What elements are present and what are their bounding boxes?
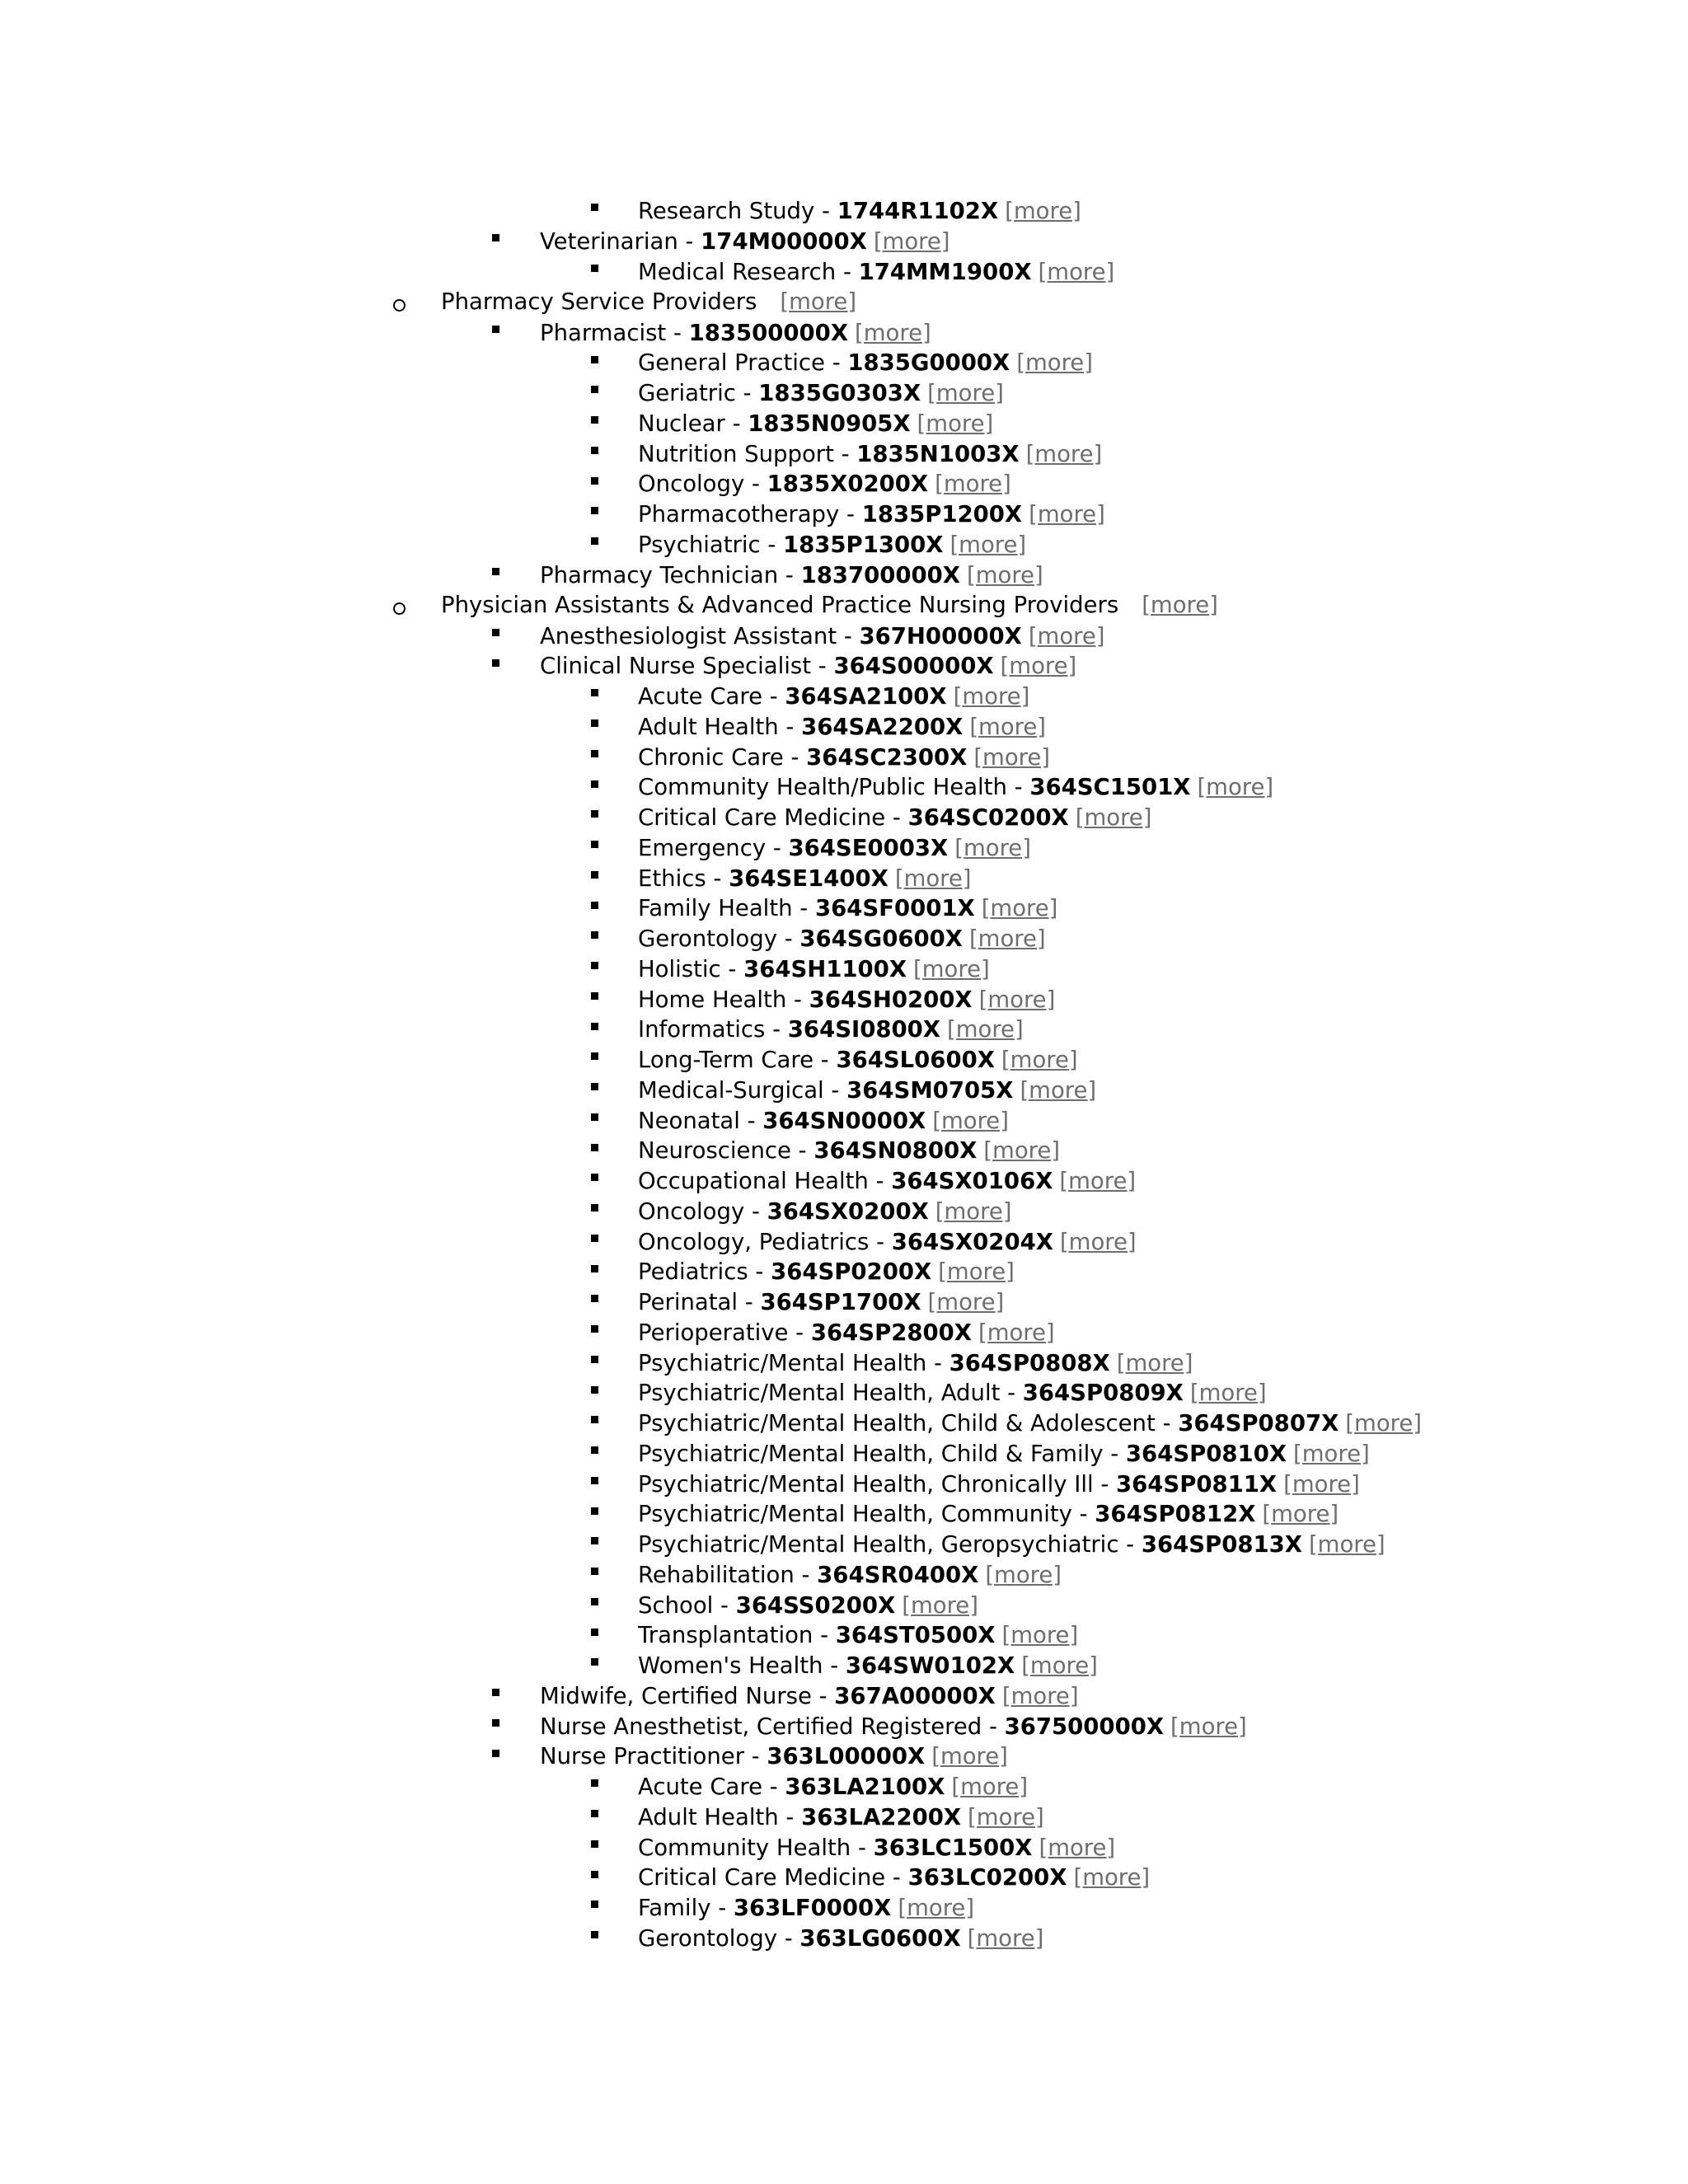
more-link[interactable]: [more] bbox=[1029, 501, 1105, 528]
item-text bbox=[441, 590, 1218, 621]
more-link[interactable]: [more] bbox=[932, 1107, 1009, 1134]
more-link[interactable]: [more] bbox=[1197, 774, 1274, 801]
list-item-level-3 bbox=[0, 1439, 1688, 1469]
item-code: 364SH1100X bbox=[743, 955, 907, 982]
item-name: Adult Health - bbox=[638, 1803, 802, 1830]
item-code: 364SE0003X bbox=[788, 834, 949, 861]
item-text bbox=[638, 1924, 1043, 1954]
item-code: 364SI0800X bbox=[787, 1016, 940, 1043]
item-text bbox=[540, 318, 931, 349]
list-item-level-3 bbox=[0, 1076, 1688, 1106]
item-name: Informatics - bbox=[638, 1016, 788, 1043]
item-name: Critical Care Medicine - bbox=[638, 804, 908, 832]
item-code: 364SP1700X bbox=[760, 1289, 921, 1316]
item-code: 364SP0200X bbox=[771, 1258, 932, 1286]
item-name: Pharmacotherapy - bbox=[638, 501, 862, 528]
item-text bbox=[638, 257, 1114, 288]
list-item-level-3 bbox=[0, 257, 1688, 288]
more-link[interactable]: [more] bbox=[967, 1924, 1044, 1952]
list-item-level-3 bbox=[0, 378, 1688, 409]
list-item-level-2 bbox=[0, 1681, 1688, 1712]
more-link[interactable]: [more] bbox=[969, 713, 1047, 740]
more-link[interactable]: [more] bbox=[946, 1016, 1024, 1043]
item-text bbox=[638, 893, 1057, 924]
item-text bbox=[540, 1681, 1079, 1712]
more-link[interactable]: [more] bbox=[1142, 592, 1218, 619]
item-name: Perioperative - bbox=[638, 1319, 811, 1346]
item-name: Home Health - bbox=[638, 986, 809, 1013]
item-name: Gerontology - bbox=[638, 926, 800, 953]
more-link[interactable]: [more] bbox=[1039, 1834, 1116, 1861]
item-text bbox=[638, 1136, 1060, 1166]
item-code: 364SP0813X bbox=[1141, 1531, 1302, 1558]
list-item-level-3 bbox=[0, 1166, 1688, 1197]
item-text bbox=[638, 1893, 974, 1924]
item-name: Acute Care - bbox=[638, 683, 785, 710]
list-item-level-3 bbox=[0, 924, 1688, 954]
item-text bbox=[638, 1620, 1078, 1651]
item-code: 183700000X bbox=[800, 561, 960, 588]
item-text bbox=[638, 1469, 1360, 1500]
more-link[interactable]: [more] bbox=[927, 380, 1004, 407]
item-code: 364S00000X bbox=[833, 653, 994, 680]
item-code: 364SN0800X bbox=[814, 1137, 978, 1165]
more-link[interactable]: [more] bbox=[1073, 1864, 1151, 1891]
list-item-level-3 bbox=[0, 1924, 1688, 1954]
list-item-level-3 bbox=[0, 712, 1688, 743]
item-name: Community Health/Public Health - bbox=[638, 774, 1030, 801]
item-code: 364SP0810X bbox=[1125, 1440, 1287, 1467]
list-item-level-3 bbox=[0, 1045, 1688, 1076]
item-name: Medical-Surgical - bbox=[638, 1076, 847, 1104]
item-name: Psychiatric/Mental Health, Child & Adolescent - bbox=[638, 1410, 1179, 1437]
item-text bbox=[638, 712, 1046, 743]
item-name: Family - bbox=[638, 1895, 734, 1922]
list-item-level-3 bbox=[0, 499, 1688, 530]
list-item-level-3 bbox=[0, 1530, 1688, 1560]
more-link[interactable]: [more] bbox=[855, 319, 931, 346]
item-text bbox=[540, 621, 1105, 652]
item-name: General Practice - bbox=[638, 349, 848, 377]
item-code: 363LF0000X bbox=[733, 1895, 892, 1922]
item-name: Perinatal - bbox=[638, 1289, 761, 1316]
more-link[interactable]: [more] bbox=[985, 1561, 1062, 1588]
more-link[interactable]: [more] bbox=[978, 1319, 1055, 1346]
item-text bbox=[638, 530, 1026, 560]
item-name: Psychiatric/Mental Health, Chronically Ill - bbox=[638, 1470, 1117, 1497]
item-code: 1835P1300X bbox=[783, 531, 944, 558]
list-item-level-3 bbox=[0, 1227, 1688, 1258]
item-text bbox=[638, 743, 1050, 773]
item-name: Psychiatric - bbox=[638, 531, 783, 558]
list-item-level-3 bbox=[0, 469, 1688, 499]
more-link[interactable]: [more] bbox=[1001, 1682, 1079, 1709]
list-item-level-2 bbox=[0, 560, 1688, 591]
item-text bbox=[638, 378, 1004, 409]
item-text bbox=[638, 1591, 978, 1621]
item-name: Geriatric - bbox=[638, 380, 759, 407]
more-link[interactable]: [more] bbox=[1170, 1713, 1247, 1740]
list-item-level-3 bbox=[0, 1772, 1688, 1802]
list-item-level-3 bbox=[0, 864, 1688, 894]
more-link[interactable]: [more] bbox=[917, 410, 994, 437]
item-text bbox=[638, 954, 990, 985]
item-code: 364SX0204X bbox=[891, 1228, 1053, 1255]
item-code: 1835G0303X bbox=[758, 380, 921, 407]
item-text bbox=[638, 1408, 1422, 1439]
list-item-level-3 bbox=[0, 1257, 1688, 1287]
item-code: 364SC1501X bbox=[1029, 774, 1191, 801]
list-item-level-3 bbox=[0, 1833, 1688, 1863]
more-link[interactable]: [more] bbox=[1345, 1410, 1422, 1437]
item-text bbox=[638, 469, 1011, 499]
item-name: School - bbox=[638, 1591, 736, 1619]
list-item-level-2 bbox=[0, 227, 1688, 257]
item-text bbox=[638, 1287, 1004, 1318]
item-text bbox=[638, 1499, 1339, 1530]
more-link[interactable]: [more] bbox=[981, 895, 1058, 922]
item-code: 174MM1900X bbox=[858, 258, 1032, 285]
more-link[interactable]: [more] bbox=[935, 471, 1011, 498]
more-link[interactable]: [more] bbox=[1075, 804, 1152, 832]
item-name: Chronic Care - bbox=[638, 743, 807, 771]
item-code: 363LG0600X bbox=[799, 1924, 961, 1952]
item-name: Physician Assistants & Advanced Practice Nursing Providers bbox=[441, 592, 1119, 619]
item-text bbox=[638, 1318, 1055, 1348]
list-item-level-3 bbox=[0, 1378, 1688, 1408]
taxonomy-list bbox=[0, 196, 1688, 1954]
more-link[interactable]: [more] bbox=[1020, 1076, 1097, 1104]
more-link[interactable]: [more] bbox=[1001, 1047, 1078, 1074]
more-link[interactable]: [more] bbox=[973, 743, 1051, 771]
item-code: 1835P1200X bbox=[861, 501, 1023, 528]
more-link[interactable]: [more] bbox=[1001, 1622, 1079, 1649]
item-name: Transplantation - bbox=[638, 1622, 836, 1649]
item-name: Midwife, Certified Nurse - bbox=[540, 1682, 835, 1709]
item-text bbox=[638, 1348, 1193, 1379]
list-item-level-3 bbox=[0, 772, 1688, 803]
item-code: 1744R1102X bbox=[837, 198, 999, 224]
item-text bbox=[638, 439, 1102, 470]
item-text bbox=[638, 682, 1029, 712]
item-code: 364SX0106X bbox=[891, 1168, 1053, 1195]
item-name: Occupational Health - bbox=[638, 1168, 892, 1195]
list-item-level-3 bbox=[0, 1469, 1688, 1500]
list-item-level-3 bbox=[0, 530, 1688, 560]
more-link[interactable]: [more] bbox=[1283, 1470, 1360, 1497]
item-name: Medical Research - bbox=[638, 258, 859, 285]
item-code: 364SN0000X bbox=[762, 1107, 926, 1134]
item-text bbox=[638, 1530, 1386, 1560]
item-code: 364SP0808X bbox=[949, 1349, 1110, 1376]
item-text bbox=[638, 1439, 1370, 1469]
item-code: 363LA2100X bbox=[785, 1774, 945, 1801]
item-text bbox=[540, 1741, 1008, 1772]
item-text bbox=[638, 499, 1105, 530]
list-item-level-3 bbox=[0, 1802, 1688, 1833]
item-name: Emergency - bbox=[638, 834, 789, 861]
more-link[interactable]: [more] bbox=[983, 1137, 1060, 1165]
item-name: Community Health - bbox=[638, 1834, 874, 1861]
item-text bbox=[638, 985, 1055, 1015]
list-item-level-3 bbox=[0, 1591, 1688, 1621]
item-name: Oncology - bbox=[638, 1197, 767, 1225]
more-link[interactable]: [more] bbox=[1000, 653, 1077, 680]
item-name: Psychiatric/Mental Health - bbox=[638, 1349, 950, 1376]
list-item-level-3 bbox=[0, 954, 1688, 985]
item-text bbox=[540, 227, 950, 257]
item-text bbox=[638, 864, 972, 894]
item-code: 364SP0807X bbox=[1178, 1410, 1339, 1437]
more-link[interactable]: [more] bbox=[1025, 440, 1103, 467]
item-text bbox=[638, 1863, 1150, 1893]
item-text bbox=[638, 924, 1046, 954]
item-name: Holistic - bbox=[638, 955, 744, 982]
more-link[interactable]: [more] bbox=[951, 1774, 1029, 1801]
item-code: 363LC1500X bbox=[873, 1834, 1033, 1861]
list-item-level-3 bbox=[0, 1348, 1688, 1379]
item-text bbox=[638, 1197, 1011, 1227]
item-name: Pediatrics - bbox=[638, 1258, 771, 1286]
item-code: 364SC0200X bbox=[907, 804, 1069, 832]
list-item-level-3 bbox=[0, 1863, 1688, 1893]
item-code: 1835X0200X bbox=[767, 471, 929, 498]
more-link[interactable]: [more] bbox=[1293, 1440, 1370, 1467]
item-code: 364SA2200X bbox=[801, 713, 964, 740]
item-name: Oncology - bbox=[638, 471, 767, 498]
item-name: Neonatal - bbox=[638, 1107, 763, 1134]
list-item-level-2 bbox=[0, 621, 1688, 652]
list-item-level-3 bbox=[0, 743, 1688, 773]
more-link[interactable]: [more] bbox=[931, 1743, 1008, 1770]
list-item-level-3 bbox=[0, 985, 1688, 1015]
item-name: Psychiatric/Mental Health, Geropsychiatric - bbox=[638, 1531, 1142, 1558]
item-code: 363LC0200X bbox=[907, 1864, 1067, 1891]
item-name: Ethics - bbox=[638, 865, 729, 892]
item-text bbox=[638, 1802, 1044, 1833]
item-code: 364SX0200X bbox=[767, 1197, 929, 1225]
item-text bbox=[638, 1015, 1024, 1045]
more-link[interactable]: [more] bbox=[1038, 258, 1115, 285]
item-text bbox=[638, 1257, 1015, 1287]
item-name: Pharmacist - bbox=[540, 319, 689, 346]
more-link[interactable]: [more] bbox=[1028, 622, 1105, 649]
item-code: 183500000X bbox=[688, 319, 849, 346]
list-item-level-3 bbox=[0, 1106, 1688, 1137]
item-name: Psychiatric/Mental Health, Child & Family - bbox=[638, 1440, 1126, 1467]
list-item-level-3 bbox=[0, 409, 1688, 439]
list-item-level-3 bbox=[0, 1408, 1688, 1439]
list-item-level-3 bbox=[0, 682, 1688, 712]
more-link[interactable]: [more] bbox=[1308, 1531, 1386, 1558]
more-link[interactable]: [more] bbox=[913, 955, 990, 982]
item-name: Clinical Nurse Specialist - bbox=[540, 653, 834, 680]
list-item-level-3 bbox=[0, 348, 1688, 378]
item-code: 364SP0809X bbox=[1022, 1380, 1184, 1407]
item-code: 364ST0500X bbox=[835, 1622, 996, 1649]
item-text bbox=[638, 1772, 1028, 1802]
item-code: 364SF0001X bbox=[814, 895, 975, 922]
item-text bbox=[638, 409, 993, 439]
item-name: Adult Health - bbox=[638, 713, 802, 740]
item-code: 364SP0811X bbox=[1116, 1470, 1278, 1497]
item-text bbox=[638, 1076, 1096, 1106]
more-link[interactable]: [more] bbox=[953, 683, 1030, 710]
list-item-level-3 bbox=[0, 1651, 1688, 1681]
more-link[interactable]: [more] bbox=[1005, 198, 1081, 224]
item-name: Pharmacy Service Providers bbox=[441, 288, 757, 316]
list-item-level-2 bbox=[0, 1741, 1688, 1772]
item-name: Family Health - bbox=[638, 895, 815, 922]
list-item-level-3 bbox=[0, 196, 1688, 227]
list-item-level-3 bbox=[0, 439, 1688, 470]
list-item-level-3 bbox=[0, 833, 1688, 864]
item-name: Gerontology - bbox=[638, 1924, 800, 1952]
more-link[interactable]: [more] bbox=[1016, 349, 1093, 377]
list-item-level-3 bbox=[0, 1499, 1688, 1530]
item-code: 364SR0400X bbox=[817, 1561, 979, 1588]
item-name: Nuclear - bbox=[638, 410, 748, 437]
item-name: Nurse Practitioner - bbox=[540, 1743, 767, 1770]
list-item-level-3 bbox=[0, 1197, 1688, 1227]
item-name: Nurse Anesthetist, Certified Registered - bbox=[540, 1713, 1005, 1740]
item-name: Long-Term Care - bbox=[638, 1047, 837, 1074]
item-name: Acute Care - bbox=[638, 1774, 785, 1801]
item-code: 364SE1400X bbox=[729, 865, 889, 892]
list-item-level-3 bbox=[0, 1136, 1688, 1166]
more-link[interactable]: [more] bbox=[873, 227, 950, 255]
item-text bbox=[638, 1378, 1267, 1408]
list-item-level-3 bbox=[0, 1893, 1688, 1924]
more-link[interactable]: [more] bbox=[1059, 1228, 1137, 1255]
item-code: 367A00000X bbox=[834, 1682, 996, 1709]
more-link[interactable]: [more] bbox=[935, 1197, 1012, 1225]
more-link[interactable]: [more] bbox=[968, 1803, 1044, 1830]
item-code: 364SL0600X bbox=[836, 1047, 995, 1074]
list-item-level-3 bbox=[0, 893, 1688, 924]
item-code: 174M00000X bbox=[701, 227, 867, 255]
item-text bbox=[638, 1045, 1078, 1076]
list-item-level-3 bbox=[0, 1620, 1688, 1651]
item-text bbox=[638, 772, 1273, 803]
item-code: 363LA2200X bbox=[801, 1803, 962, 1830]
item-name: Anesthesiologist Assistant - bbox=[540, 622, 860, 649]
item-text bbox=[441, 287, 856, 317]
list-item-level-3 bbox=[0, 1318, 1688, 1348]
item-code: 1835N0905X bbox=[748, 410, 911, 437]
list-item-level-3 bbox=[0, 1287, 1688, 1318]
list-item-level-3 bbox=[0, 1560, 1688, 1591]
more-link[interactable]: [more] bbox=[967, 561, 1043, 588]
item-name: Pharmacy Technician - bbox=[540, 561, 801, 588]
item-code: 364SP0812X bbox=[1095, 1501, 1256, 1528]
list-item-level-3 bbox=[0, 1015, 1688, 1045]
more-link[interactable]: [more] bbox=[1059, 1168, 1137, 1195]
item-code: 364SC2300X bbox=[806, 743, 968, 771]
item-text bbox=[638, 1227, 1137, 1258]
item-code: 1835G0000X bbox=[847, 349, 1010, 377]
item-text bbox=[638, 1651, 1098, 1681]
more-link[interactable]: [more] bbox=[1116, 1349, 1193, 1376]
item-text bbox=[638, 1166, 1136, 1197]
item-code: 364SW0102X bbox=[845, 1652, 1015, 1680]
item-text bbox=[638, 803, 1151, 833]
list-item-level-2 bbox=[0, 1712, 1688, 1742]
item-name: Neuroscience - bbox=[638, 1137, 814, 1165]
item-text bbox=[638, 1833, 1115, 1863]
item-name: Psychiatric/Mental Health, Community - bbox=[638, 1501, 1095, 1528]
more-link[interactable]: [more] bbox=[968, 926, 1046, 953]
more-link[interactable]: [more] bbox=[938, 1258, 1015, 1286]
item-name: Women's Health - bbox=[638, 1652, 846, 1680]
item-text bbox=[638, 833, 1031, 864]
list-item-level-1 bbox=[0, 590, 1688, 621]
more-link[interactable]: [more] bbox=[927, 1289, 1005, 1316]
item-code: 363L00000X bbox=[767, 1743, 926, 1770]
item-name: Rehabilitation - bbox=[638, 1561, 818, 1588]
more-link[interactable]: [more] bbox=[1262, 1501, 1339, 1528]
more-link[interactable]: [more] bbox=[780, 288, 857, 316]
item-name: Oncology, Pediatrics - bbox=[638, 1228, 892, 1255]
item-text bbox=[540, 651, 1076, 682]
more-link[interactable]: [more] bbox=[954, 834, 1031, 861]
item-code: 367500000X bbox=[1004, 1713, 1165, 1740]
list-item-level-3 bbox=[0, 803, 1688, 833]
item-name: Critical Care Medicine - bbox=[638, 1864, 908, 1891]
item-name: Veterinarian - bbox=[540, 227, 701, 255]
item-code: 364SG0600X bbox=[799, 926, 963, 953]
item-code: 1835N1003X bbox=[856, 440, 1020, 467]
more-link[interactable]: [more] bbox=[978, 986, 1056, 1013]
list-item-level-2 bbox=[0, 651, 1688, 682]
item-text bbox=[638, 1106, 1009, 1137]
item-code: 364SM0705X bbox=[846, 1076, 1014, 1104]
item-code: 364SA2100X bbox=[785, 683, 947, 710]
more-link[interactable]: [more] bbox=[950, 531, 1027, 558]
more-link[interactable]: [more] bbox=[894, 865, 972, 892]
item-name: Psychiatric/Mental Health, Adult - bbox=[638, 1380, 1023, 1407]
more-link[interactable]: [more] bbox=[902, 1591, 978, 1619]
list-item-level-2 bbox=[0, 318, 1688, 349]
item-text bbox=[638, 1560, 1062, 1591]
item-code: 364SS0200X bbox=[735, 1591, 896, 1619]
item-text bbox=[540, 560, 1043, 591]
item-text bbox=[540, 1712, 1247, 1742]
item-name: Nutrition Support - bbox=[638, 440, 857, 467]
item-name: Research Study - bbox=[638, 198, 837, 224]
item-text bbox=[638, 196, 1081, 227]
list-item-level-1 bbox=[0, 287, 1688, 317]
item-code: 364SH0200X bbox=[809, 986, 973, 1013]
more-link[interactable]: [more] bbox=[1021, 1652, 1098, 1680]
more-link[interactable]: [more] bbox=[1189, 1380, 1267, 1407]
item-code: 367H00000X bbox=[859, 622, 1022, 649]
more-link[interactable]: [more] bbox=[898, 1895, 975, 1922]
item-text bbox=[638, 348, 1093, 378]
item-code: 364SP2800X bbox=[810, 1319, 972, 1346]
